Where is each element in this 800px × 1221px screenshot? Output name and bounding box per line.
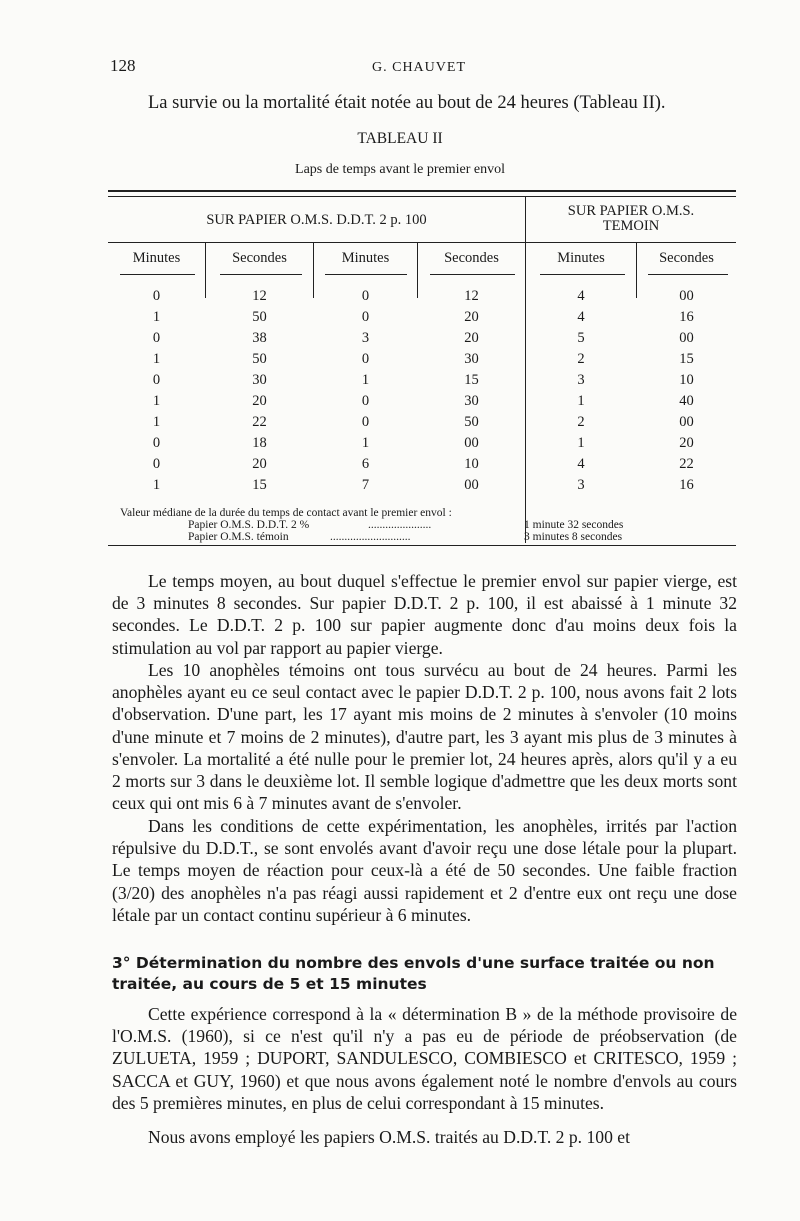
group-header-ddt: SUR PAPIER O.M.S. D.D.T. 2 p. 100 — [206, 212, 427, 228]
table-cell: 50 — [464, 414, 479, 430]
col-header-secondes: Secondes — [232, 250, 287, 266]
table-note-title: Valeur médiane de la durée du temps de contact avant le premier envol : — [120, 507, 452, 519]
table-caption: TABLEAU II — [357, 130, 443, 147]
table-cell: 1 — [152, 414, 161, 430]
table-cell: 3 — [361, 330, 370, 346]
table-cell: 00 — [679, 288, 694, 304]
table-cell: 15 — [464, 372, 479, 388]
table-cell: 00 — [679, 330, 694, 346]
table-cell: 16 — [679, 477, 694, 493]
header-rule — [108, 242, 736, 243]
table-cell: 0 — [152, 435, 161, 451]
table-cell: 20 — [252, 456, 267, 472]
table-cell: 2 — [577, 414, 585, 430]
table-cell: 0 — [152, 372, 161, 388]
paragraph: Le temps moyen, au bout duquel s'effectue le premier envol sur papier vierge, est de 3 minutes 8 secondes. Sur papier D.D.T. 2 p. 100, il est abaissé à 1 minute 32 secondes. Le D.D.T. 2 p. 100 sur papier augmente donc d'au moins deux fois la stimulation au vol par rapport au papier vierge. — [112, 571, 737, 658]
col-header-secondes: Secondes — [444, 250, 499, 266]
table-cell: 16 — [679, 309, 694, 325]
table-cell: 50 — [252, 351, 267, 367]
table-cell: 0 — [152, 288, 161, 304]
table-cell: 10 — [679, 372, 694, 388]
table-note-value: 3 minutes 8 secondes — [524, 531, 623, 543]
table-cell: 00 — [679, 414, 694, 430]
table-cell: 0 — [361, 351, 370, 367]
table-cell: 4 — [577, 456, 585, 472]
table-note-label: Papier O.M.S. témoin — [188, 531, 289, 543]
table-cell: 0 — [361, 309, 370, 325]
table-cell: 0 — [152, 456, 161, 472]
table-note-label: Papier O.M.S. D.D.T. 2 % — [188, 519, 310, 531]
group-header-temoin-line2: TEMOIN — [602, 218, 660, 234]
paragraph: Cette expérience correspond à la « détermination B » de la méthode provisoire de l'O.M.S. (1960), si ce n'est qu'il n'y a pas eu de période de préobservation (de ZULUETA, 1959 ; DUPORT, SANDULESCO, COMBIESCO et CRITESCO, 1959 ; SACCA et GUY, 1960) et que nous avons également noté le nombre d'envols au cours des 5 premières minutes, en plus de celui correspondant à 15 minutes. — [112, 1004, 737, 1113]
table-cell: 15 — [252, 477, 267, 493]
table-cell: 22 — [252, 414, 267, 430]
group-header-temoin — [526, 204, 736, 234]
table-cell: 50 — [252, 309, 267, 325]
table-cell: 1 — [152, 309, 161, 325]
col-underline — [540, 274, 625, 275]
col-underline — [120, 274, 195, 275]
table-cell: 20 — [464, 309, 479, 325]
table-cell: 20 — [679, 435, 694, 451]
table-cell: 00 — [464, 477, 479, 493]
table-cell: 20 — [252, 393, 267, 409]
col-underline — [220, 274, 302, 275]
table-cell: 1 — [577, 393, 585, 409]
intro-line: La survie ou la mortalité était notée au bout de 24 heures (Tableau II). — [148, 93, 666, 113]
col-underline — [430, 274, 515, 275]
table-cell: 1 — [152, 393, 161, 409]
table-note-leader: ...................... — [368, 519, 432, 531]
table-cell: 1 — [152, 477, 161, 493]
table-note-leader: ............................ — [330, 531, 411, 543]
table-cell: 15 — [679, 351, 694, 367]
table-cell: 1 — [152, 351, 161, 367]
table-cell: 1 — [361, 435, 370, 451]
table-cell: 00 — [464, 435, 479, 451]
table-top-rule-thin — [108, 196, 736, 197]
col-header-minutes: Minutes — [557, 250, 605, 266]
table-cell: 1 — [577, 435, 585, 451]
table-cell: 18 — [252, 435, 267, 451]
table-subtitle: Laps de temps avant le premier envol — [295, 162, 505, 177]
table-cell: 6 — [361, 456, 370, 472]
table-cell: 20 — [464, 330, 479, 346]
table-cell: 1 — [361, 372, 370, 388]
table-cell: 10 — [464, 456, 479, 472]
table-cell: 40 — [679, 393, 694, 409]
col-header-secondes: Secondes — [659, 250, 714, 266]
table-cell: 5 — [577, 330, 585, 346]
paragraph: Nous avons employé les papiers O.M.S. traités au D.D.T. 2 p. 100 et — [148, 1127, 630, 1147]
paragraph: Les 10 anophèles témoins ont tous survécu au bout de 24 heures. Parmi les anophèles ayant eu ce seul contact avec le papier D.D.T. 2 p. 100, nous avons fait 2 lots d'observation. D'une part, les 17 ayant mis moins de 2 minutes à s'envoler (10 moins d'une minute et 7 moins de 2 minutes), d'autre part, les 3 ayant mis plus de 3 minutes à s'envoler. La mortalité a été nulle pour le premier lot, 24 heures après, alors qu'il y a eu 2 morts sur 3 dans le deuxième lot. Il semble logique d'admettre que les deux morts sont ceux qui ont mis 6 à 7 minutes avant de s'envoler. — [112, 660, 737, 814]
col-underline — [325, 274, 407, 275]
table-cell: 4 — [577, 288, 585, 304]
section-heading: 3° Détermination du nombre des envols d'une surface traitée ou non traitée, au cours de 5 et 15 minutes — [112, 954, 715, 993]
table-cell: 0 — [152, 330, 161, 346]
table-cell: 0 — [361, 288, 370, 304]
table-cell: 12 — [464, 288, 479, 304]
table-cell: 30 — [252, 372, 267, 388]
table-cell: 30 — [464, 351, 479, 367]
table-cell: 3 — [577, 372, 585, 388]
col-underline — [648, 274, 728, 275]
table-cell: 7 — [361, 477, 370, 493]
table-bottom-rule — [108, 545, 736, 546]
table-top-rule — [108, 190, 736, 192]
page-number: 128 — [110, 56, 136, 75]
table-cell: 30 — [464, 393, 479, 409]
col-header-minutes: Minutes — [341, 250, 390, 266]
group-header-temoin-line1: SUR PAPIER O.M.S. — [567, 203, 695, 219]
table-cell: 0 — [361, 393, 370, 409]
table-cell: 0 — [361, 414, 370, 430]
table-cell: 22 — [679, 456, 694, 472]
table-note-value: 1 minute 32 secondes — [524, 519, 624, 531]
table-cell: 4 — [577, 309, 585, 325]
table-cell: 3 — [577, 477, 585, 493]
running-header-author: G. CHAUVET — [372, 60, 466, 75]
col-header-minutes: Minutes — [132, 250, 181, 266]
table-cell: 12 — [252, 288, 267, 304]
table-cell: 2 — [577, 351, 585, 367]
paragraph: Dans les conditions de cette expérimentation, les anophèles, irrités par l'action répulsive du D.D.T., se sont envolés avant d'avoir reçu une dose létale pour la plupart. Le temps moyen de réaction pour ceux-là a été de 50 secondes. Une faible fraction (3/20) des anophèles n'a pas réagi aussi rapidement et 2 d'entre eux ont reçu une dose létale par un contact continu supérieur à 6 minutes. — [112, 816, 737, 925]
table-cell: 38 — [252, 330, 267, 346]
